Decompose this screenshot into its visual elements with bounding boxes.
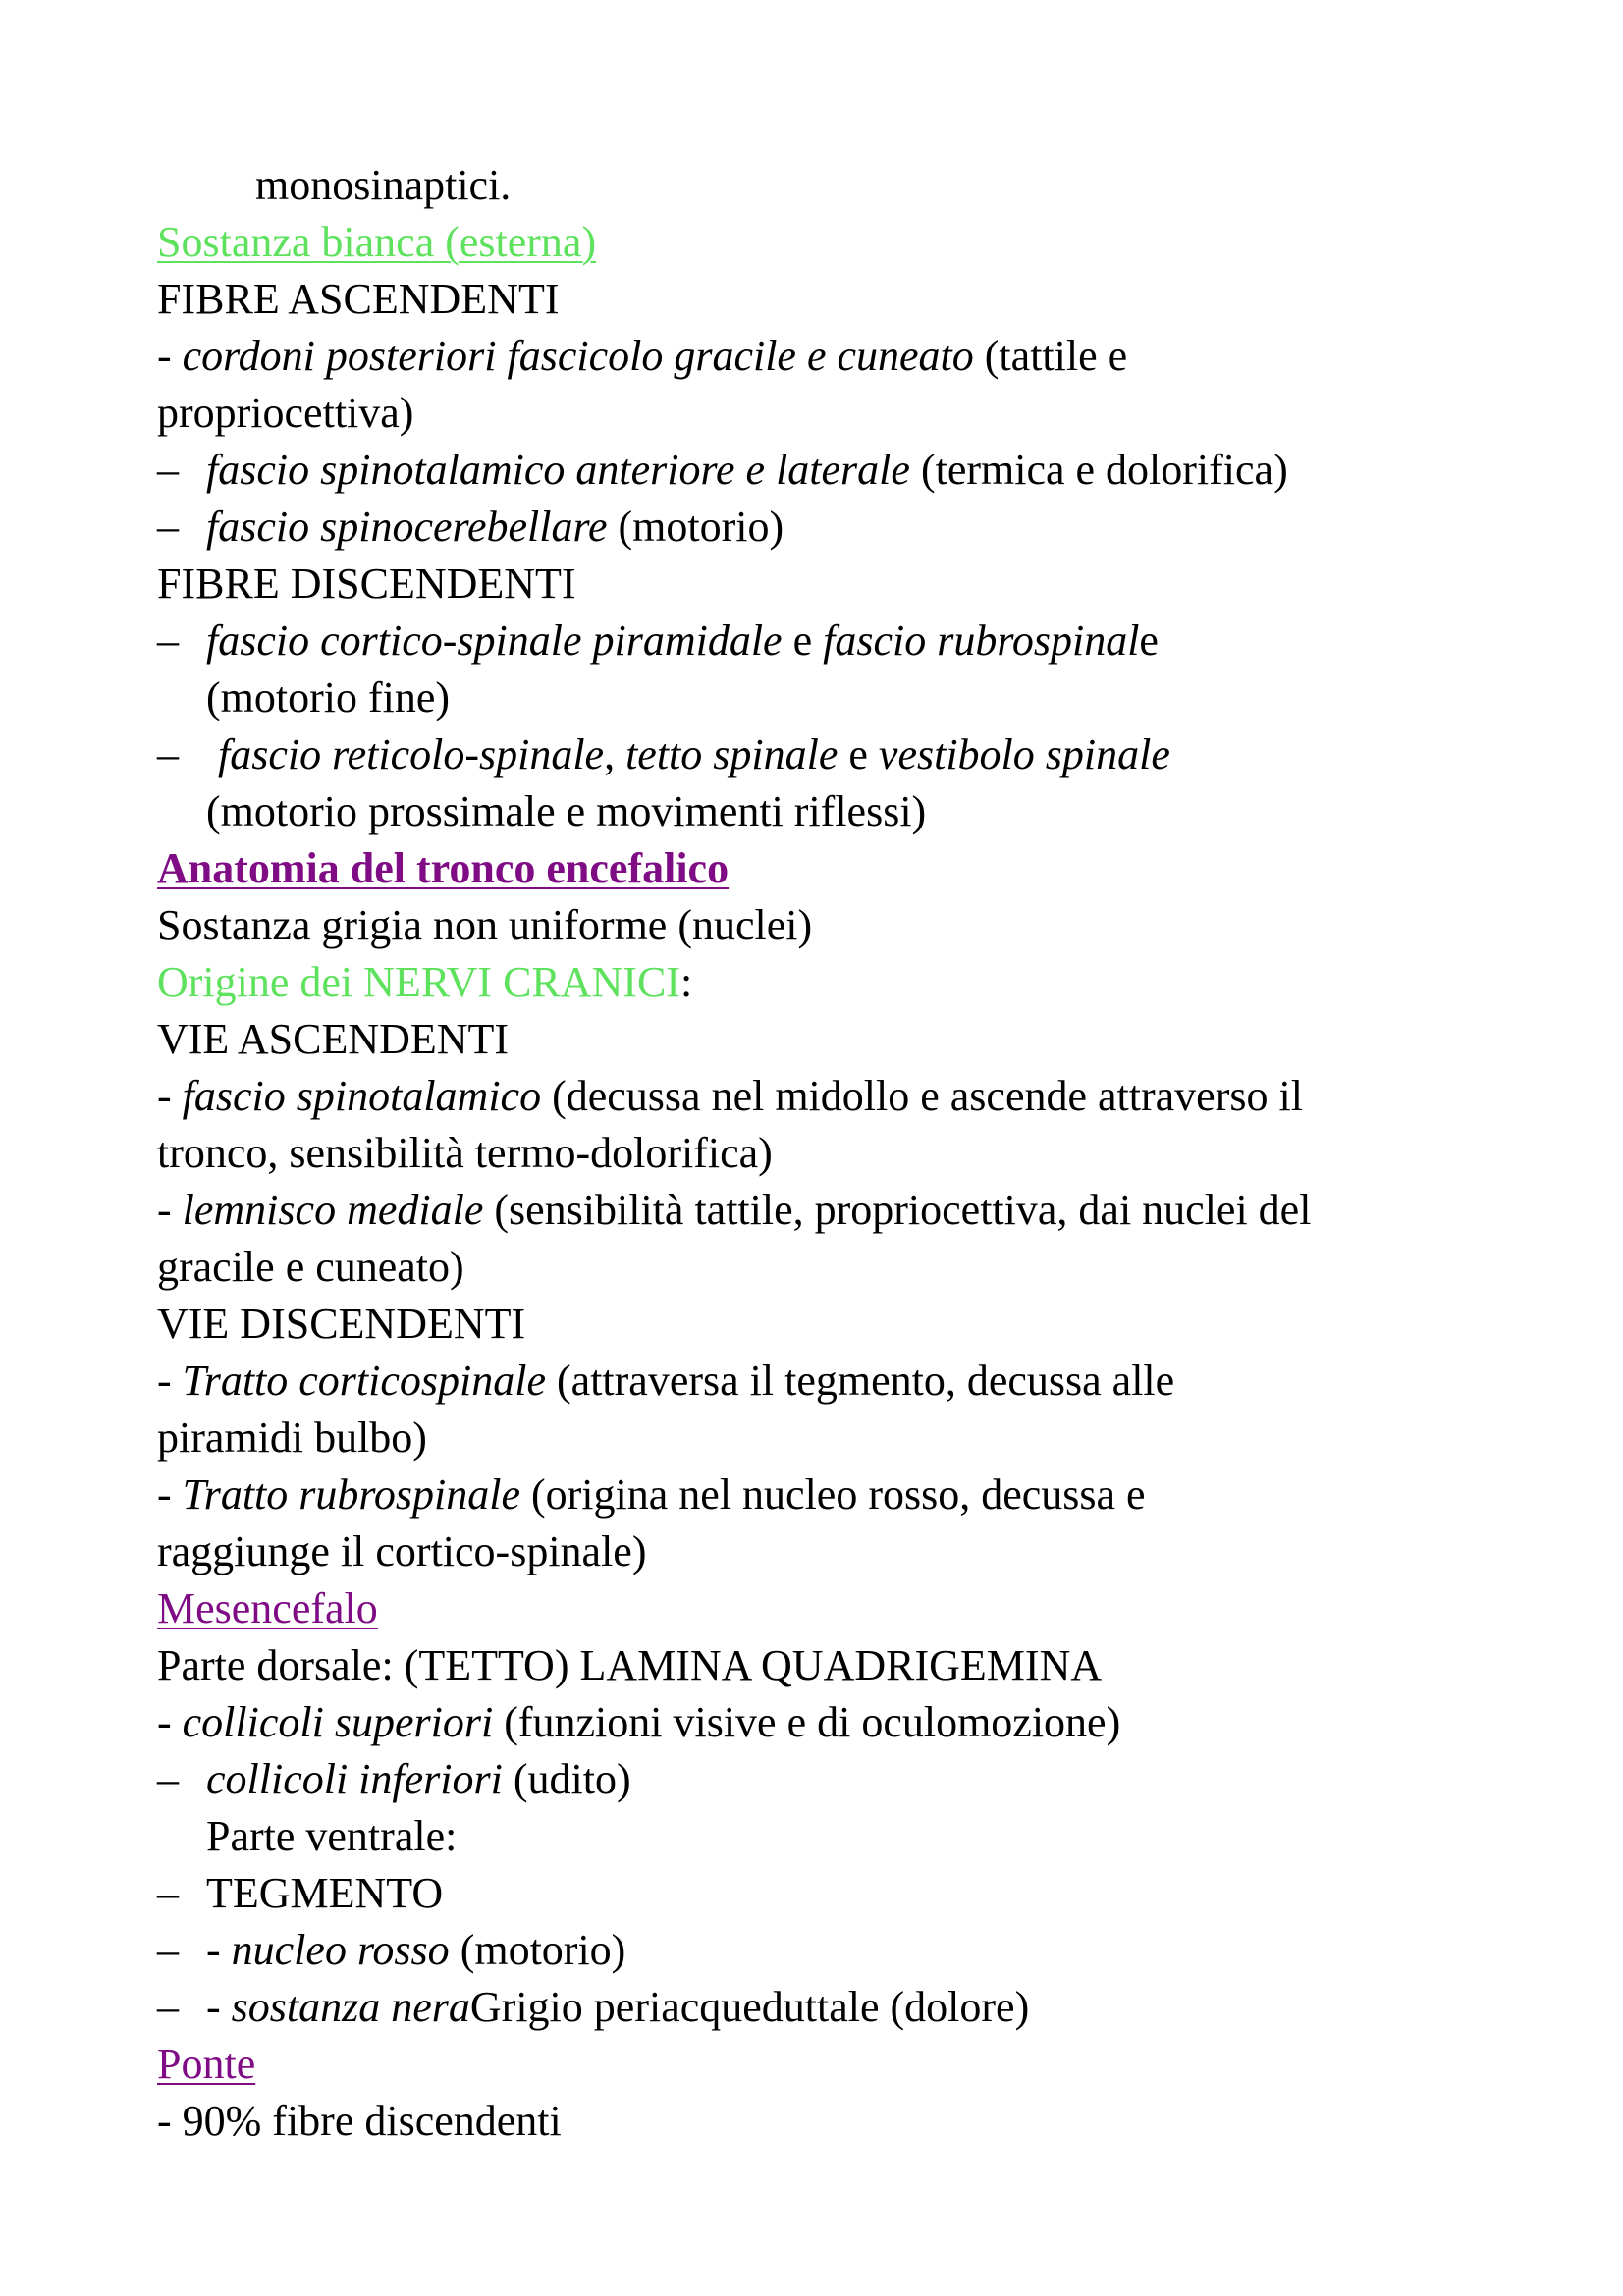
dash-bullet-icon: – — [157, 730, 179, 778]
dash-bullet-icon: – — [157, 616, 179, 665]
list-item: – - nucleo rosso (motorio) — [157, 1922, 1512, 1979]
list-item-continuation: Parte ventrale: — [206, 1812, 458, 1860]
text-line: Sostanza grigia non uniforme (nuclei) — [157, 901, 813, 949]
dash-bullet-icon: – — [157, 446, 179, 494]
dash-bullet-icon: – — [157, 1926, 179, 1974]
subheading-vie-ascendenti: VIE ASCENDENTI — [157, 1015, 510, 1063]
dash-bullet-icon: – — [157, 503, 179, 551]
section-heading-ponte: Ponte — [157, 2040, 256, 2088]
list-item: – fascio spinocerebellare (motorio) — [157, 499, 1512, 556]
subheading-fibre-ascendenti: FIBRE ASCENDENTI — [157, 275, 560, 323]
dash-bullet-icon: – — [157, 1755, 179, 1803]
text-line: - fascio spinotalamico (decussa nel midollo e ascende attraverso il — [157, 1072, 1303, 1120]
dash-bullet-icon: – — [157, 1983, 179, 2031]
text-line: gracile e cuneato) — [157, 1243, 464, 1291]
text-line: propriocettiva) — [157, 389, 414, 437]
text-line: - cordoni posteriori fascicolo gracile e cuneato (tattile e — [157, 332, 1128, 380]
subheading-vie-discendenti: VIE DISCENDENTI — [157, 1300, 526, 1348]
subheading-fibre-discendenti: FIBRE DISCENDENTI — [157, 560, 576, 608]
text-line: tronco, sensibilità termo-dolorifica) — [157, 1129, 773, 1177]
list-item: – fascio spinotalamico anteriore e laterale (termica e dolorifica) — [157, 442, 1512, 499]
text-line: - lemnisco mediale (sensibilità tattile, propriocettiva, dai nuclei del — [157, 1186, 1312, 1234]
text-line: - collicoli superiori (funzioni visive e di oculomozione) — [157, 1698, 1121, 1746]
list-item: – - sostanza neraGrigio periacqueduttale (dolore) — [157, 1979, 1512, 2036]
text-line: monosinaptici. — [255, 161, 512, 209]
list-item: – fascio cortico-spinale piramidale e fascio rubrospinale — [157, 613, 1512, 669]
text-line: raggiunge il cortico-spinale) — [157, 1527, 647, 1575]
dash-bullet-icon: – — [157, 1869, 179, 1917]
list-item-continuation: (motorio prossimale e movimenti riflessi) — [206, 787, 927, 835]
list-item-continuation: (motorio fine) — [206, 673, 451, 721]
section-heading-mesencefalo: Mesencefalo — [157, 1584, 378, 1632]
text-line: piramidi bulbo) — [157, 1414, 427, 1462]
section-heading-tronco-encefalico: Anatomia del tronco encefalico — [157, 844, 730, 892]
text-line: Parte dorsale: (TETTO) LAMINA QUADRIGEMINA — [157, 1641, 1103, 1689]
text-line: - Tratto rubrospinale (origina nel nucleo rosso, decussa e — [157, 1470, 1146, 1519]
text-line: - 90% fibre discendenti — [157, 2097, 562, 2145]
list-item: – collicoli inferiori (udito) — [157, 1751, 1512, 1808]
document-body — [157, 157, 1512, 2150]
list-item: – fascio reticolo-spinale, tetto spinale e vestibolo spinale — [157, 726, 1512, 783]
section-heading-sostanza-bianca: Sostanza bianca (esterna) — [157, 218, 597, 266]
list-item: – TEGMENTO — [157, 1865, 1512, 1922]
section-heading-nervi-cranici: Origine dei NERVI CRANICI: — [157, 958, 693, 1006]
text-line: - Tratto corticospinale (attraversa il tegmento, decussa alle — [157, 1357, 1175, 1405]
